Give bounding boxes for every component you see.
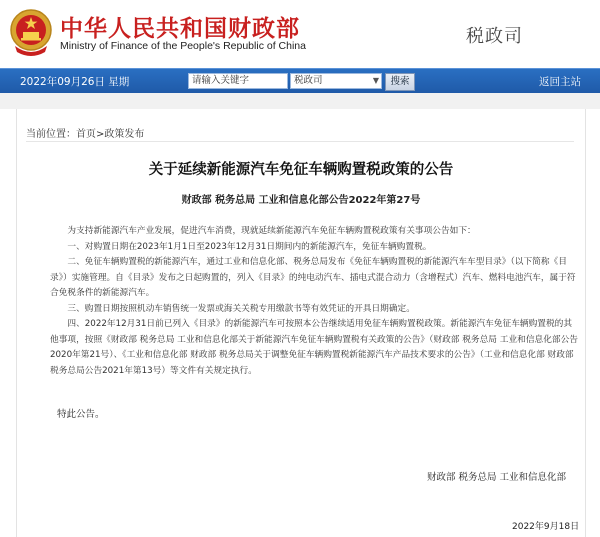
search-scope-value: 税政司	[294, 75, 323, 86]
org-name-cn: 中华人民共和国财政部	[60, 15, 300, 42]
breadcrumb-divider	[26, 141, 574, 142]
nav-bar	[0, 68, 600, 93]
chevron-down-icon: ▼	[372, 76, 379, 85]
search-input[interactable]: 请输入关键字	[188, 73, 288, 89]
org-name-en: Ministry of Finance of the People's Republic of China	[60, 40, 306, 52]
article-body	[50, 224, 580, 379]
search-scope-select[interactable]	[290, 73, 382, 89]
article-paragraph: 四、2022年12月31日前已列入《目录》的新能源汽车可按照本公告继续适用免征车辆购置税政策。新能源汽车免征车辆购置税的其他事项，按照《财政部 税务总局 工业和信息化部关于新能源汽车免征车辆购置税有关政策的公告》（财政部 税务总局 工业和信息化部公告2020年第21号）、《工业和信息化部 财政部 税务总局关于调整免征车辆购置税新能源汽车产品技术要求的公告》（工业和信息化部 财政部 税务总局公告2021年第13号）等文件有关规定执行。	[50, 319, 578, 376]
search-button[interactable]: 搜索	[385, 73, 415, 91]
article-paragraph: 二、免征车辆购置税的新能源汽车，通过工业和信息化部、税务总局发布《免征车辆购置税的新能源汽车车型目录》（以下简称《目录》）实施管理。自《目录》发布之日起购置的，列入《目录》的纯电动汽车、插电式混合动力（含增程式）汽车、燃料电池汽车，属于符合免税条件的新能源汽车。	[50, 257, 576, 298]
article-date: 2022年9月18日	[512, 522, 580, 532]
current-date: 2022年09月26日 星期	[20, 76, 130, 88]
page-gap	[0, 93, 600, 109]
department-name: 税政司	[466, 26, 523, 47]
article-title: 关于延续新能源汽车免征车辆购置税政策的公告	[148, 162, 454, 178]
article-paragraph: 为支持新能源汽车产业发展，促进汽车消费，现就延续新能源汽车免征车辆购置税政策有关事项公告如下：	[67, 226, 476, 236]
breadcrumb: 当前位置：首页>政策发布	[26, 129, 145, 140]
back-home-link[interactable]: 返回主站	[539, 76, 581, 88]
article-subtitle: 财政部 税务总局 工业和信息化部公告2022年第27号	[181, 195, 421, 206]
site-header	[0, 0, 600, 68]
article-container	[16, 109, 586, 537]
article-paragraph: 三、购置日期按照机动车销售统一发票或海关关税专用缴款书等有效凭证的开具日期确定。	[67, 303, 415, 314]
article-closing: 特此公告。	[57, 409, 105, 420]
national-emblem-icon	[9, 8, 53, 56]
article-paragraph: 一、对购置日期在2023年1月1日至2023年12月31日期间内的新能源汽车，免征车辆购置税。	[67, 241, 432, 252]
article-signature: 财政部 税务总局 工业和信息化部	[427, 472, 567, 483]
